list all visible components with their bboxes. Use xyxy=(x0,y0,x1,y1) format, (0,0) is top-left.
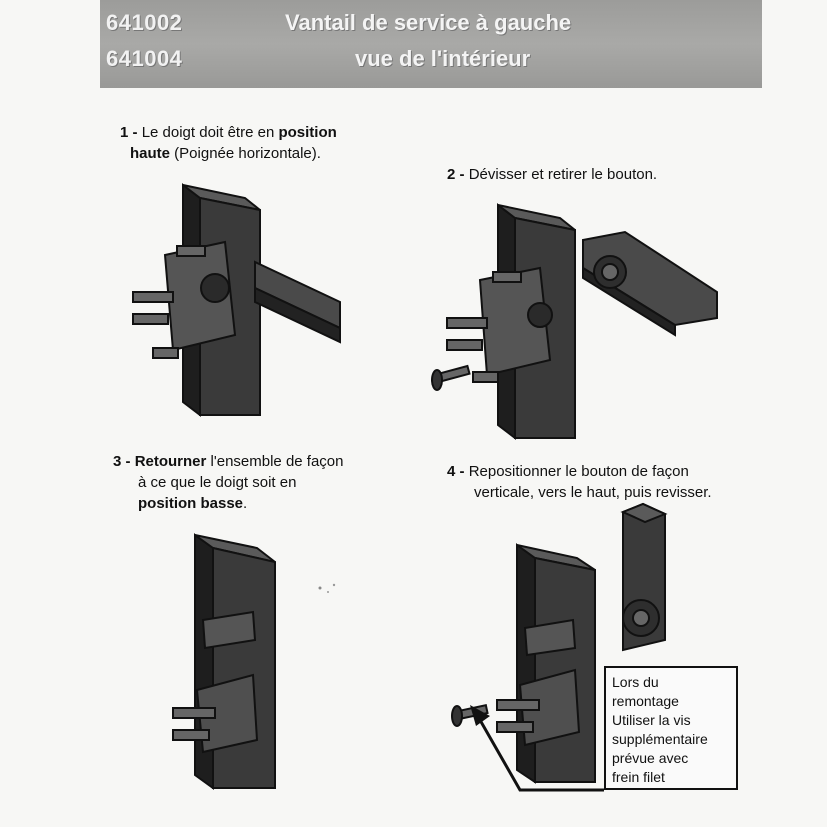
note-line-5: prévue avec xyxy=(612,750,689,766)
step-1-emphasis-b: haute xyxy=(130,145,171,162)
step-4-text xyxy=(447,461,712,503)
step-2-text-a: Dévisser et retirer le bouton. xyxy=(468,166,658,183)
step-1-text-b: (Poignée horizontale). xyxy=(170,145,321,162)
note-line-3: Utiliser la vis xyxy=(612,712,691,728)
title-line-2: vue de l'intérieur xyxy=(355,46,531,71)
step-3-text-b: à ce que le doigt soit en xyxy=(138,474,297,491)
step-1-number: 1 - xyxy=(120,124,138,141)
step-3-emphasis-b: position basse xyxy=(138,495,244,512)
step-3-text-c: . xyxy=(243,495,248,512)
step-1-text-a: Le doigt doit être en xyxy=(141,124,279,141)
note-line-6: frein filet xyxy=(612,769,665,785)
step-4-number: 4 - xyxy=(447,463,465,480)
title-line-1: Vantail de service à gauche xyxy=(285,10,572,35)
step-2-text xyxy=(447,164,657,185)
figure-step-1 xyxy=(125,180,350,420)
product-code-1: 641002 xyxy=(106,10,183,35)
step-3-number: 3 - xyxy=(113,453,131,470)
step-4-text-a: Repositionner le bouton de façon xyxy=(468,463,689,480)
step-1-emphasis-a: position xyxy=(278,124,337,141)
header-banner xyxy=(100,0,762,88)
note-line-1: Lors du xyxy=(612,674,659,690)
figure-step-2 xyxy=(425,200,725,445)
step-3-text-a: l'ensemble de façon xyxy=(206,453,344,470)
step-1-text xyxy=(120,122,337,164)
product-code-2: 641004 xyxy=(106,46,183,71)
step-3-emphasis-a: Retourner xyxy=(134,453,207,470)
step-2-number: 2 - xyxy=(447,166,465,183)
note-box xyxy=(604,666,738,790)
step-3-text xyxy=(113,451,344,514)
step-4-text-b: verticale, vers le haut, puis revisser. xyxy=(474,484,712,501)
figure-step-3 xyxy=(165,530,285,795)
note-line-4: supplémentaire xyxy=(612,731,708,747)
note-line-2: remontage xyxy=(612,693,679,709)
scan-speck xyxy=(300,570,360,610)
